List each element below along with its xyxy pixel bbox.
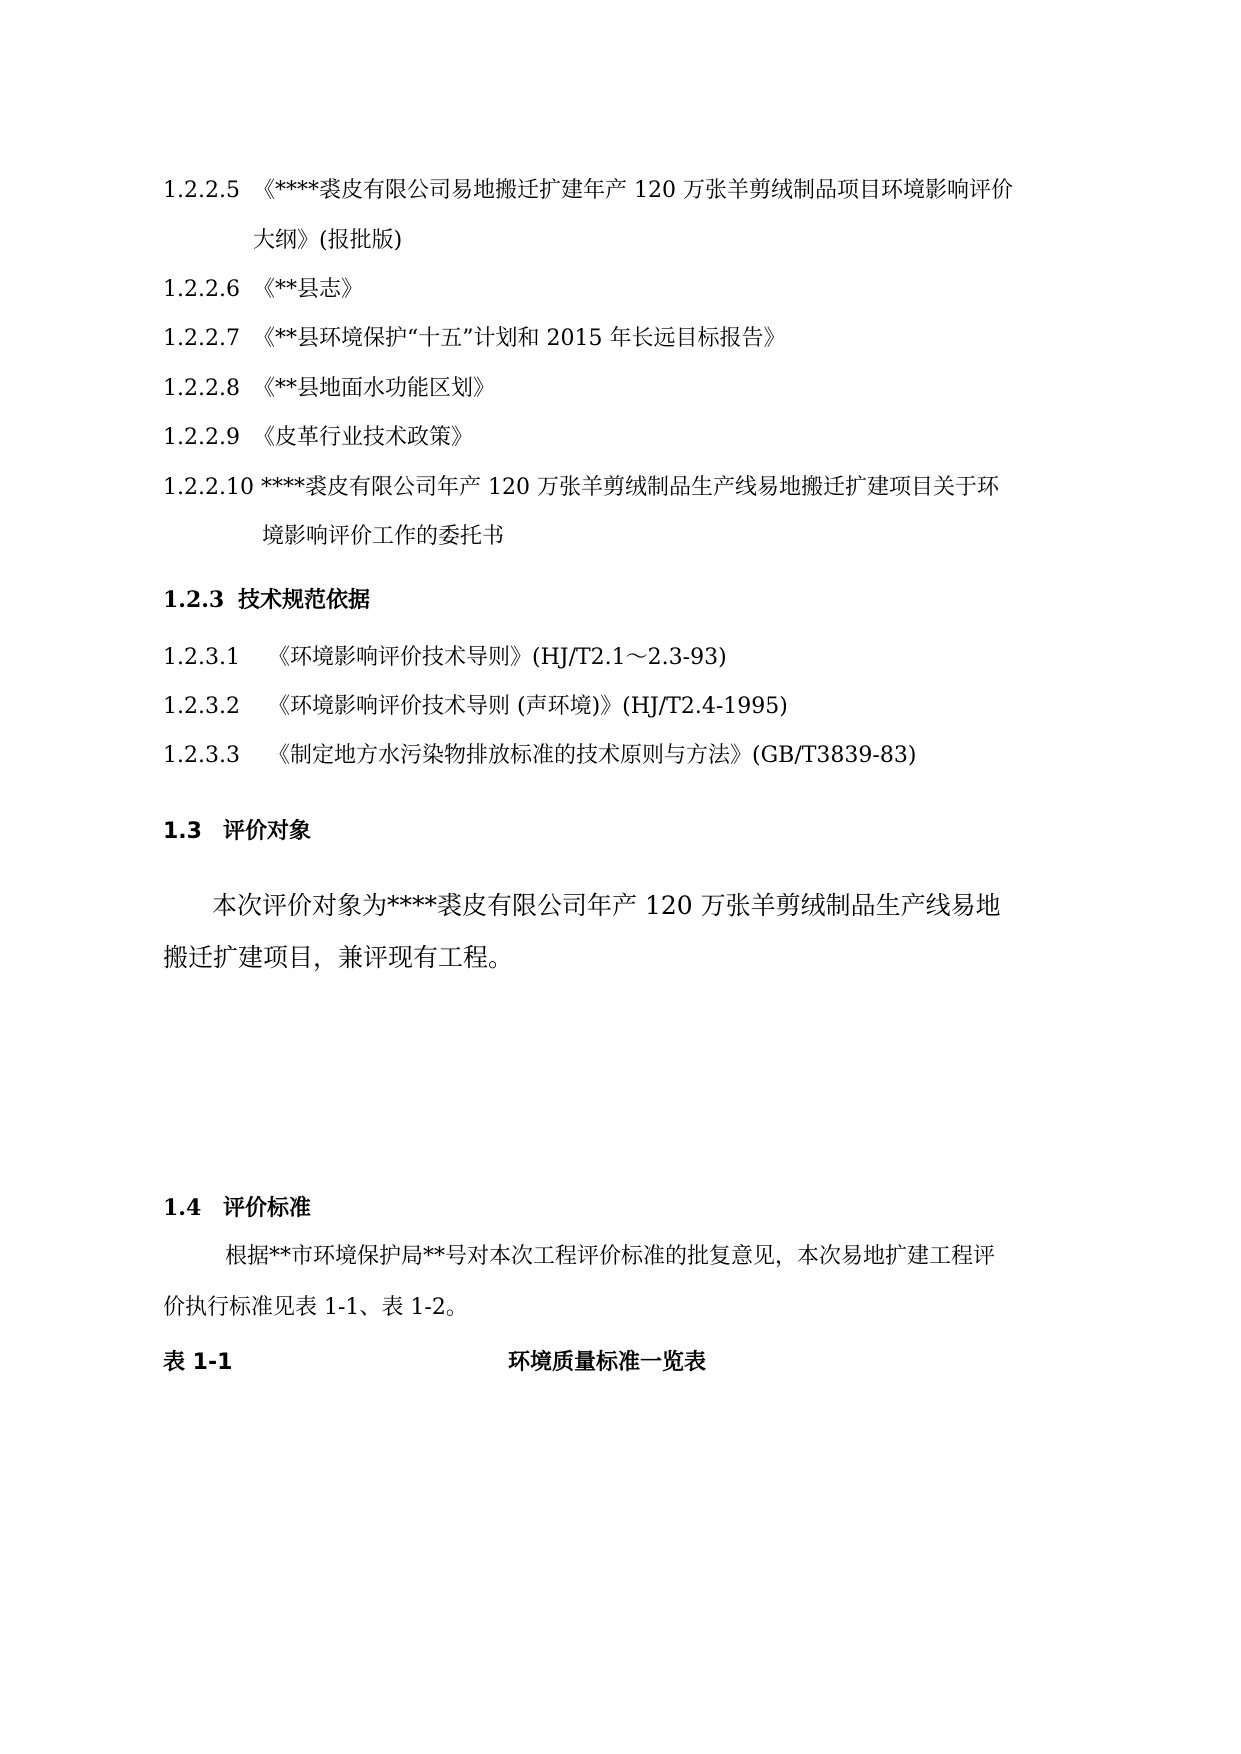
ref-number: 1.2.2.5: [163, 178, 240, 203]
evaluation-standard-paragraph-line1: 根据**市环境保护局**号对本次工程评价标准的批复意见，本次易地扩建工程评: [225, 1244, 996, 1269]
section-number: 1.4: [163, 1195, 202, 1221]
ref-item: [163, 275, 363, 305]
standard-text: 《环境影响评价技术导则 (声环境)》(HJ/T2.4-1995): [268, 694, 788, 719]
ref-text: ****裘皮有限公司年产 120 万张羊剪绒制品生产线易地搬迁扩建项目关于环: [260, 475, 999, 500]
standard-number: 1.2.3.1: [163, 645, 240, 670]
section-number: 1.3: [163, 819, 202, 844]
ref-item: [163, 176, 1013, 206]
ref-text: 《**县地面水功能区划》: [253, 376, 496, 401]
section-heading-1-2-3: [163, 585, 370, 615]
ref-number: 1.2.2.10: [163, 475, 254, 500]
ref-item-continuation: [262, 522, 504, 552]
standard-item: [163, 741, 916, 771]
ref-number: 1.2.2.6: [163, 277, 240, 302]
evaluation-object-paragraph-line2: 搬迁扩建项目，兼评现有工程。: [163, 943, 514, 972]
ref-text: 大纲》(报批版): [253, 228, 403, 253]
standard-text: 《环境影响评价技术导则》(HJ/T2.1～2.3-93): [268, 645, 727, 670]
ref-text: 《**县志》: [253, 277, 364, 302]
ref-text: 《****裘皮有限公司易地搬迁扩建年产 120 万张羊剪绒制品项目环境影响评价: [253, 178, 1013, 203]
section-number: 1.2.3: [163, 587, 225, 613]
standard-item: [163, 692, 788, 722]
standard-text: 《制定地方水污染物排放标准的技术原则与方法》(GB/T3839-83): [268, 743, 917, 768]
ref-item: [163, 374, 495, 404]
evaluation-standard-paragraph-line2: 价执行标准见表 1-1、表 1-2。: [163, 1295, 468, 1320]
section-title: 评价对象: [223, 819, 312, 844]
ref-item-continuation: [253, 226, 402, 256]
section-heading-1-4: [163, 1193, 311, 1223]
table-title: 环境质量标准一览表: [508, 1350, 707, 1375]
ref-number: 1.2.2.9: [163, 425, 240, 450]
ref-number: 1.2.2.7: [163, 326, 240, 351]
table-label: 表 1-1: [163, 1350, 233, 1375]
section-title: 评价标准: [223, 1195, 312, 1221]
ref-text: 《**县环境保护“十五”计划和 2015 年长远目标报告》: [253, 326, 786, 351]
standard-number: 1.2.3.3: [163, 743, 240, 768]
ref-item: [163, 423, 473, 453]
standard-item: [163, 643, 727, 673]
evaluation-object-paragraph-line1: 本次评价对象为****裘皮有限公司年产 120 万张羊剪绒制品生产线易地: [212, 891, 1001, 920]
standard-number: 1.2.3.2: [163, 694, 240, 719]
ref-text: 《皮革行业技术政策》: [253, 425, 474, 450]
ref-item: [163, 473, 999, 503]
section-heading-1-3: [163, 817, 311, 847]
ref-text: 境影响评价工作的委托书: [262, 524, 505, 549]
section-title: 技术规范依据: [238, 587, 371, 613]
ref-number: 1.2.2.8: [163, 376, 240, 401]
ref-item: [163, 324, 785, 354]
